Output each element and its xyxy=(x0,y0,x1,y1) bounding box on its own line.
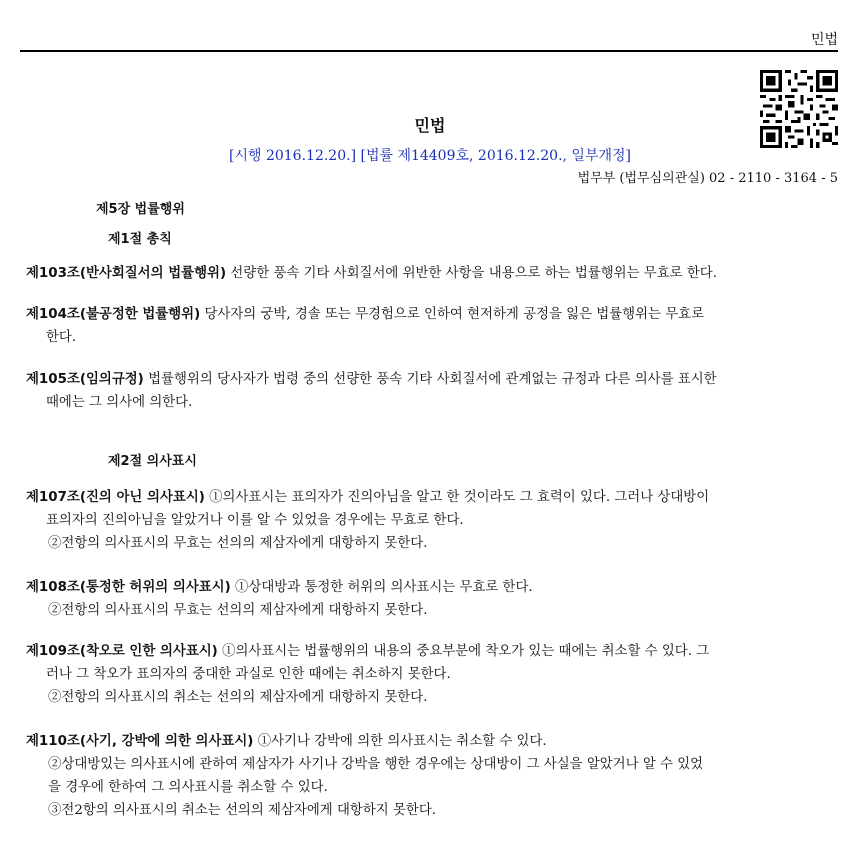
document-title: 민법 xyxy=(414,116,446,135)
article-text: ②전항의 의사표시의 취소는 선의의 제삼자에게 대항하지 못한다. xyxy=(48,690,428,705)
article-text: 법률행위의 당사자가 법령 중의 선량한 풍속 기타 사회질서에 관계없는 규정과 다른 의사를 표시한 xyxy=(148,372,717,387)
ministry-contact: 법무부 (법무심의관실) 02 - 2110 - 3164 - 5 xyxy=(577,171,838,186)
article-text: ①상대방과 통정한 허위의 의사표시는 무효로 한다. xyxy=(235,580,533,595)
article-text: ①의사표시는 표의자가 진의아님을 알고 한 것이라도 그 효력이 있다. 그러나 상대방이 xyxy=(209,490,710,505)
article-text: 당사자의 궁박, 경솔 또는 무경험으로 인하여 현저하게 공정을 잃은 법률행위는 무효로 xyxy=(204,307,705,322)
article-text: ①의사표시는 법률행위의 내용의 중요부분에 착오가 있는 때에는 취소할 수 있다. 그 xyxy=(222,644,710,659)
article xyxy=(26,486,840,555)
header-divider xyxy=(20,50,838,52)
article xyxy=(26,368,840,414)
article-text: 선량한 풍속 기타 사회질서에 위반한 사항을 내용으로 하는 법률행위는 무효로 한다. xyxy=(230,266,717,281)
article-heading: 제104조(불공정한 법률행위) xyxy=(26,307,201,322)
article xyxy=(26,303,840,349)
article-text: ②전항의 의사표시의 무효는 선의의 제삼자에게 대항하지 못한다. xyxy=(48,536,428,551)
article xyxy=(26,640,840,709)
article-text: 표의자의 진의아님을 알았거나 이를 알 수 있었을 경우에는 무효로 한다. xyxy=(46,513,464,528)
article xyxy=(26,262,840,285)
section-heading: 제2절 의사표시 xyxy=(108,454,197,469)
header-title: 민법 xyxy=(810,32,838,48)
article-heading: 제110조(사기, 강박에 의한 의사표시) xyxy=(26,734,254,749)
article-text: ②상대방있는 의사표시에 관하여 제삼자가 사기나 강박을 행한 경우에는 상대방이 그 사실을 알았거나 알 수 있었 xyxy=(48,757,704,772)
article-text: ③전2항의 의사표시의 취소는 선의의 제삼자에게 대항하지 못한다. xyxy=(48,803,437,818)
qr-code-icon xyxy=(760,70,838,148)
article-heading: 제108조(통정한 허위의 의사표시) xyxy=(26,580,231,595)
article xyxy=(26,576,840,622)
article-text: 때에는 그 의사에 의한다. xyxy=(46,395,193,410)
article-text: ②전항의 의사표시의 무효는 선의의 제삼자에게 대항하지 못한다. xyxy=(48,603,428,618)
article-heading: 제107조(진의 아닌 의사표시) xyxy=(26,490,205,505)
enactment-info: [시행 2016.12.20.] [법률 제14409호, 2016.12.20., 일부개정] xyxy=(229,148,631,164)
article xyxy=(26,730,840,822)
article-heading: 제109조(착오로 인한 의사표시) xyxy=(26,644,218,659)
article-text: 러나 그 착오가 표의자의 중대한 과실로 인한 때에는 취소하지 못한다. xyxy=(46,667,451,682)
article-heading: 제103조(반사회질서의 법률행위) xyxy=(26,266,227,281)
article-heading: 제105조(임의규정) xyxy=(26,372,144,387)
section-heading: 제1절 총칙 xyxy=(108,232,172,247)
article-text: ①사기나 강박에 의한 의사표시는 취소할 수 있다. xyxy=(257,734,547,749)
article-text: 을 경우에 한하여 그 의사표시를 취소할 수 있다. xyxy=(48,780,328,795)
article-text: 한다. xyxy=(46,330,77,345)
chapter-heading: 제5장 법률행위 xyxy=(96,202,185,217)
